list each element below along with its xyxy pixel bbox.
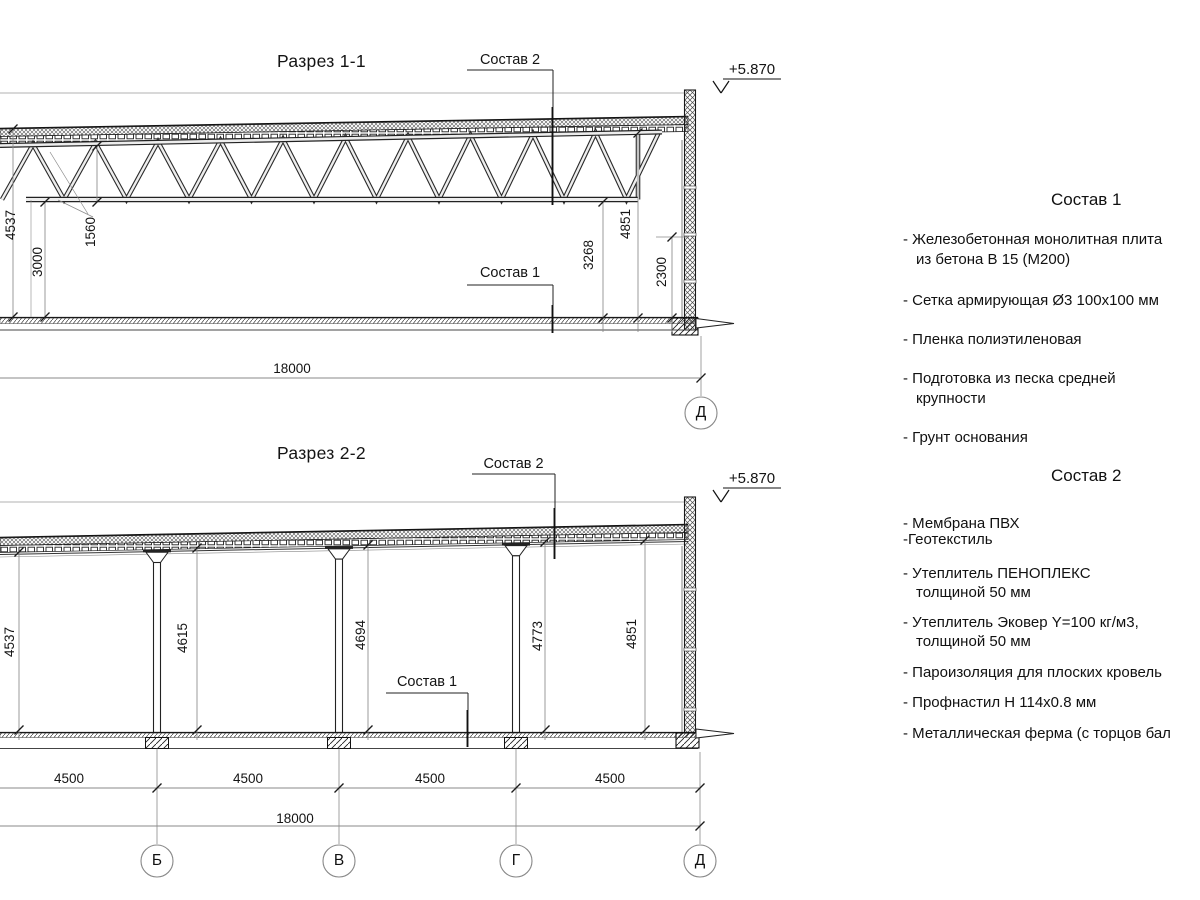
leader-lines-2 (386, 474, 555, 747)
sostav-2-callout-s2: Состав 2 (483, 456, 544, 472)
elevation-value-s1: +5.870 (728, 61, 776, 78)
legend-1-item: из бетона В 15 (М200) (916, 251, 1071, 268)
legend-1-item: - Сетка армирующая Ø3 100х100 мм (903, 292, 1159, 309)
dim-4537-s1: 4537 (2, 209, 18, 241)
section-1-title: Разрез 1-1 (277, 51, 366, 71)
legend-2-item: -Геотекстиль (903, 531, 993, 548)
axis-label-g: Г (511, 852, 521, 869)
dimension-lines-2 (0, 540, 700, 844)
legend-2-item: толщиной 50 мм (916, 633, 1031, 650)
dim-4694-s2: 4694 (352, 619, 368, 651)
legend-1-item: - Железобетонная монолитная плита (903, 231, 1163, 248)
dim-4851-s1: 4851 (617, 208, 633, 240)
dim-18000-s2: 18000 (276, 810, 314, 826)
sostav-1-callout-s1: Состав 1 (479, 265, 541, 281)
wall-right-1 (682, 90, 696, 330)
wall-footing-1 (672, 318, 698, 335)
column-v (336, 559, 343, 732)
dim-bay-3: 4500 (414, 770, 446, 786)
column-b (154, 563, 161, 733)
dimension-ticks-2 (15, 536, 705, 831)
dim-18000-s1: 18000 (273, 360, 311, 376)
axis-label-b: Б (151, 852, 163, 869)
dim-4615-s2: 4615 (174, 622, 190, 654)
legend-1-item: - Подготовка из песка средней (903, 370, 1116, 387)
sostav-2-callout-s1: Состав 2 (479, 52, 541, 68)
legend-2-title: Состав 2 (1051, 466, 1122, 485)
columns (143, 543, 530, 733)
axis-label-d: Д (694, 852, 706, 869)
dim-4851-s2: 4851 (623, 618, 639, 650)
legend-2-item: - Утеплитель ПЕНОПЛЕКС (903, 565, 1091, 582)
wall-right-2 (682, 497, 696, 733)
column-g (513, 556, 520, 733)
floor-slab-2 (0, 729, 734, 749)
legend-1-item: - Пленка полиэтиленовая (903, 331, 1082, 348)
dim-4773-s2: 4773 (529, 620, 545, 652)
legend-1-item: крупности (916, 390, 986, 407)
dim-1560-s1: 1560 (82, 216, 98, 248)
dim-2300-s1: 2300 (653, 256, 669, 288)
legend-2-item: - Утеплитель Эковер Y=100 кг/м3, (903, 614, 1139, 631)
footing-b (146, 738, 169, 749)
axis-circles-2 (141, 845, 716, 877)
flashing-1 (696, 319, 734, 329)
footing-g (505, 738, 528, 749)
legend-1-item: - Грунт основания (903, 429, 1028, 446)
section-2-title: Разрез 2-2 (277, 443, 366, 463)
dim-3268-s1: 3268 (580, 239, 596, 271)
legend-2-item: - Пароизоляция для плоских кровель (903, 664, 1162, 681)
axis-label-d-s1: Д (695, 404, 707, 421)
dim-3000-s1: 3000 (29, 246, 45, 278)
sostav-1-callout-s2: Состав 1 (396, 674, 458, 690)
flashing-2 (696, 729, 734, 738)
floor-slab-1 (0, 318, 734, 336)
footing-v (328, 738, 351, 749)
dim-bay-2: 4500 (232, 770, 264, 786)
elevation-value-s2: +5.870 (728, 470, 776, 487)
dim-4537-s2: 4537 (1, 626, 17, 658)
legend-2-item: - Металлическая ферма (с торцов бал (903, 725, 1171, 742)
axis-label-v: В (333, 852, 345, 869)
legend-2-item: - Мембрана ПВХ (903, 515, 1020, 532)
legend-2-item: толщиной 50 мм (916, 584, 1031, 601)
dim-bay-4: 4500 (594, 770, 626, 786)
elevation-mark-1 (713, 79, 781, 93)
elevation-mark-2 (713, 488, 781, 502)
legend-1-title: Состав 1 (1051, 190, 1122, 209)
legend-2-item: - Профнастил Н 114х0.8 мм (903, 694, 1097, 711)
dim-bay-1: 4500 (53, 770, 85, 786)
